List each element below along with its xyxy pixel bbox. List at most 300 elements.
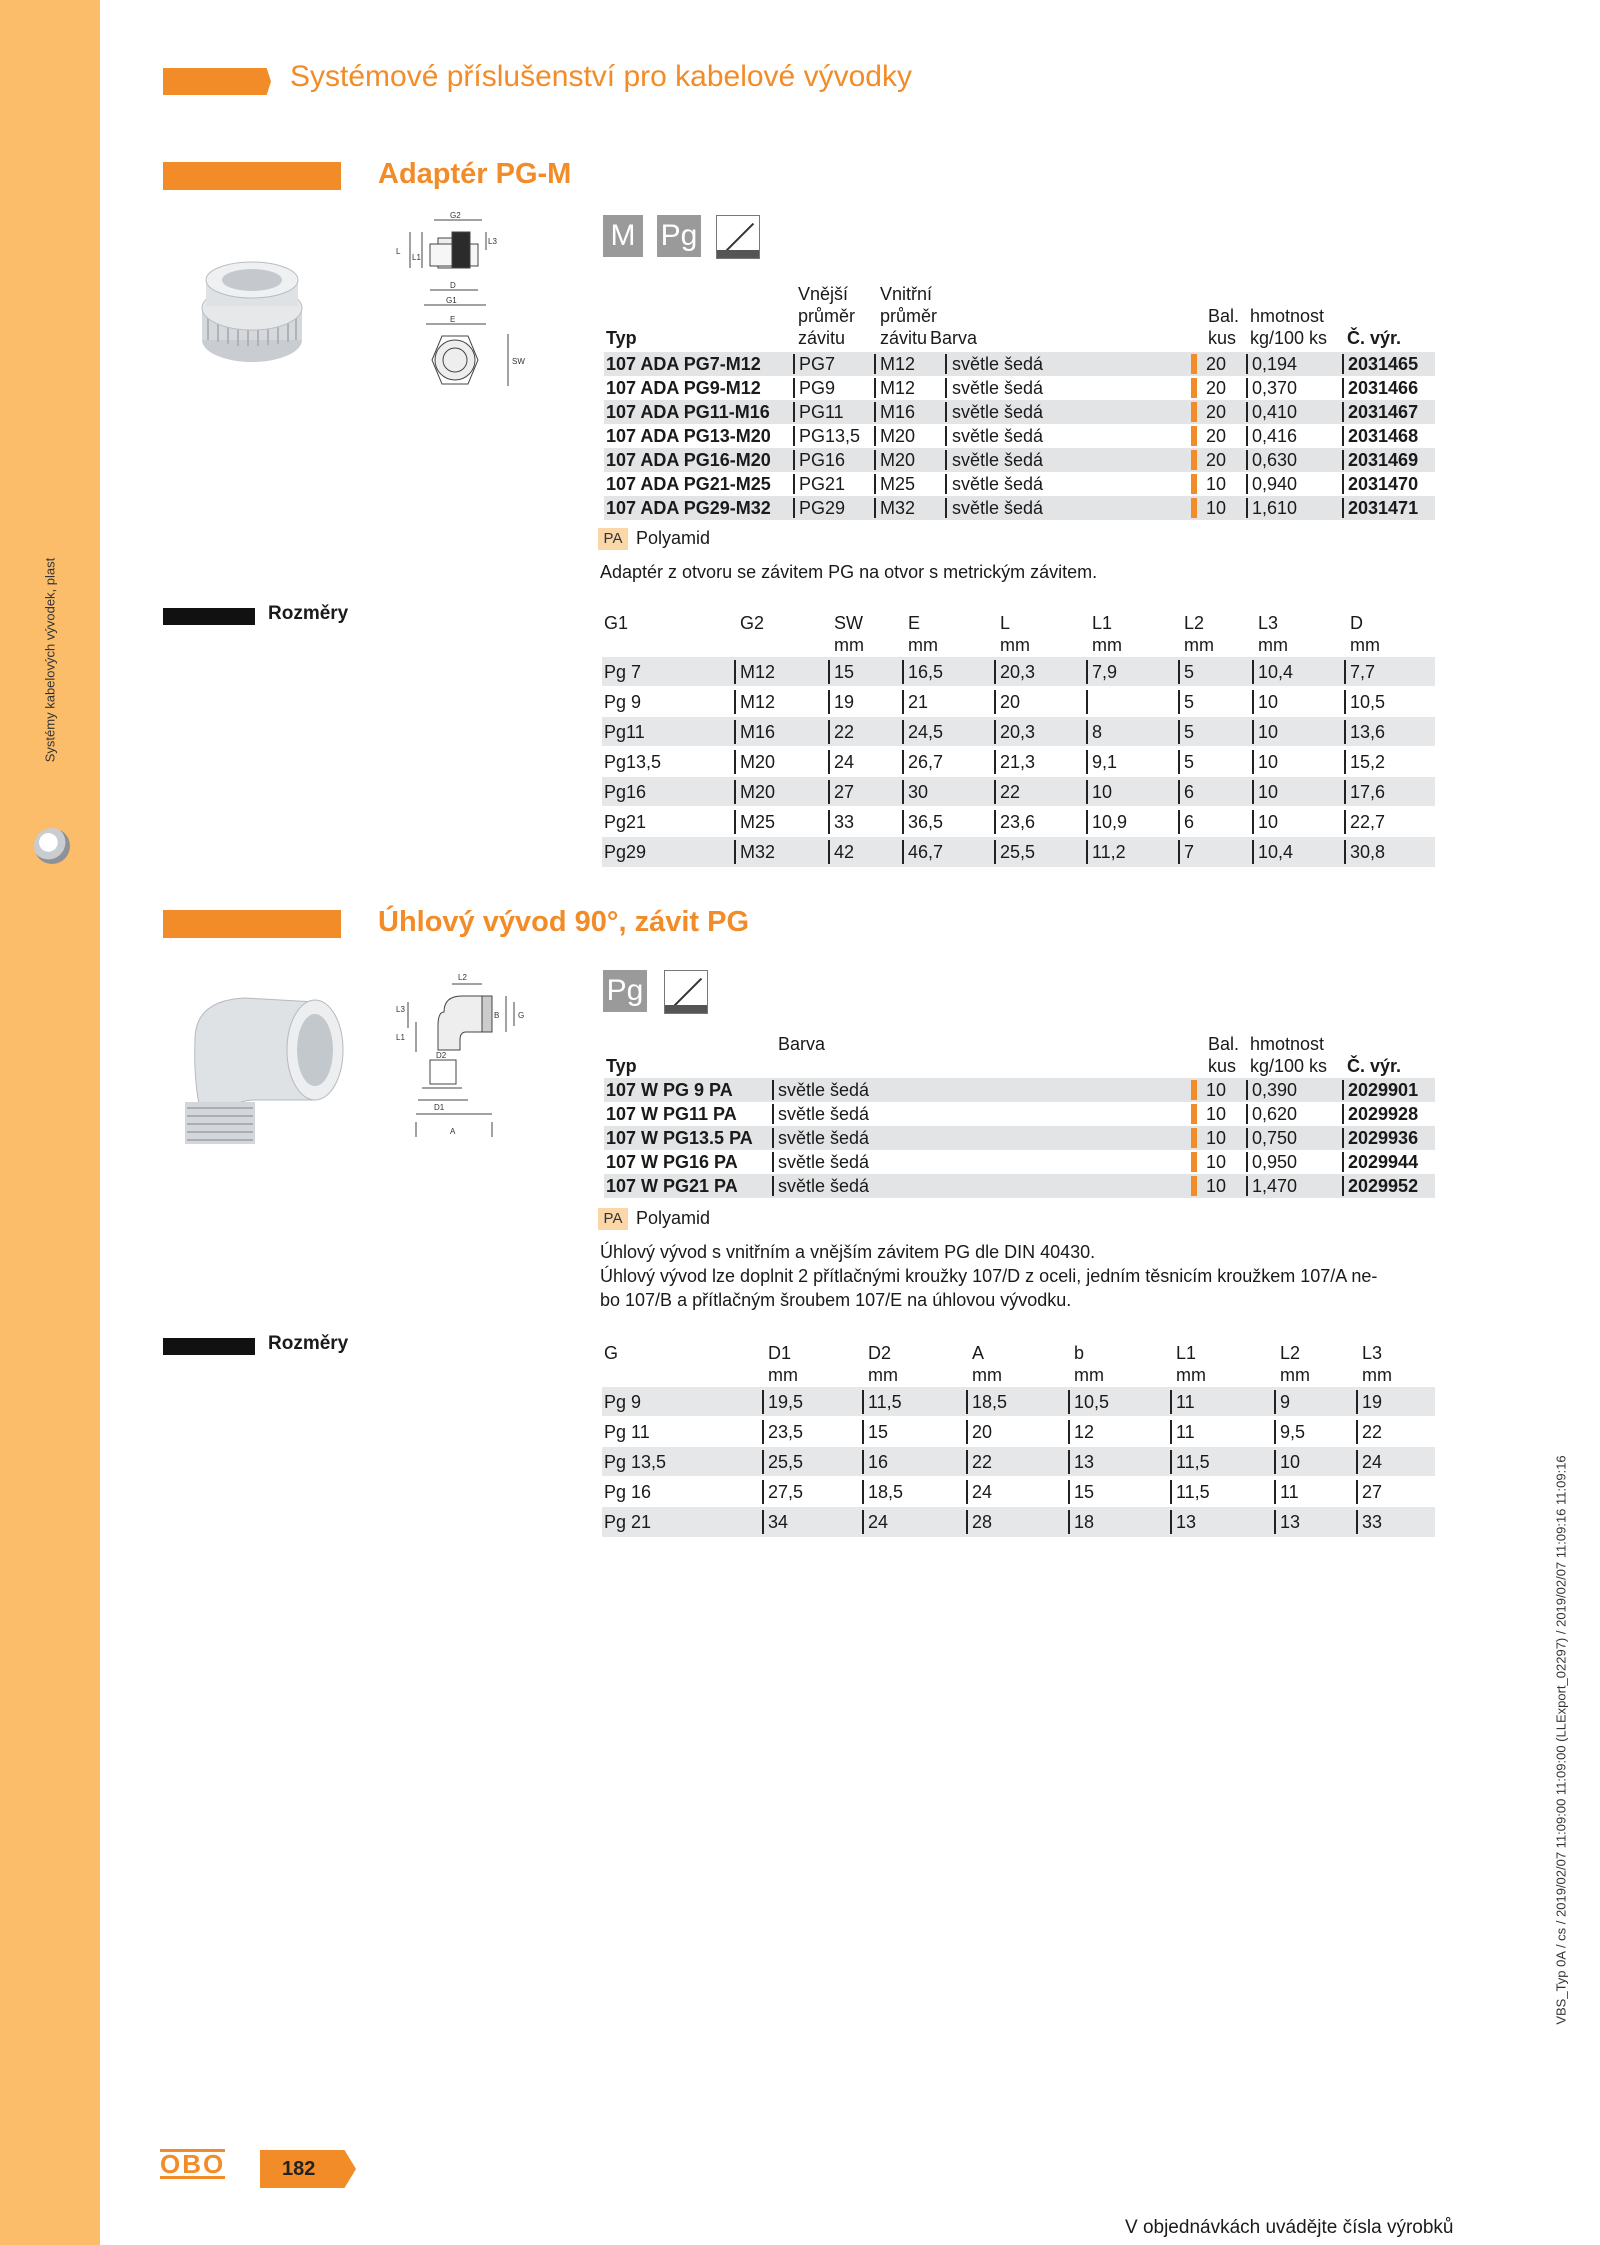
cell-cvyr: 2031467: [1348, 402, 1419, 422]
dims-cell: Pg11: [604, 722, 645, 742]
cell-barva: světle šedá: [952, 354, 1044, 374]
dims-col-name: L2: [1280, 1343, 1301, 1363]
dims-col-head: [1362, 1342, 1392, 1386]
dims-cell: M12: [740, 662, 776, 682]
metric-thread-badge: M: [603, 215, 643, 257]
cell-bal: 10: [1206, 1128, 1227, 1148]
dims-cell: Pg 11: [604, 1422, 650, 1442]
drawing-label-sw: SW: [512, 357, 525, 366]
dims-cell: M16: [740, 722, 776, 742]
dims-cell: 16,5: [908, 662, 944, 682]
col-separator: [1068, 1390, 1070, 1414]
dims-cell: 10,4: [1258, 662, 1294, 682]
col-separator: [966, 1390, 968, 1414]
cell-hmotnost: 0,194: [1252, 354, 1298, 374]
sidebar-vertical-text: Systémy kabelových vývodek, plast: [42, 557, 58, 763]
col-separator: [994, 840, 996, 864]
order-separator: [1191, 450, 1197, 470]
adapter-technical-drawing: [390, 210, 560, 420]
dims-cell: 10: [1258, 722, 1279, 742]
dims-row: [602, 686, 1435, 717]
dims-cell: 23,5: [768, 1422, 804, 1442]
col-head-bal-2: Bal. kus: [1208, 1034, 1240, 1076]
dims-cell: 25,5: [768, 1452, 804, 1472]
col-separator: [1170, 1420, 1172, 1444]
col-separator: [1178, 840, 1180, 864]
col-separator: [994, 720, 996, 744]
section1-title: Adaptér PG-M: [378, 158, 572, 190]
drawing-label-d2: D2: [436, 1051, 447, 1060]
dims-col-name: D1: [768, 1343, 792, 1363]
cell-barva: světle šedá: [952, 498, 1044, 518]
col-separator: [1342, 1080, 1344, 1100]
col-separator: [1170, 1510, 1172, 1534]
dims-col-unit: mm: [1092, 635, 1122, 655]
dims-col-name: G: [604, 1343, 619, 1363]
dims-cell: 5: [1184, 722, 1195, 742]
cell-barva: světle šedá: [952, 426, 1044, 446]
col-separator: [1356, 1510, 1358, 1534]
col-separator: [772, 1080, 774, 1100]
product-row: [604, 400, 1435, 424]
cell-typ: 107 ADA PG11-M16: [606, 402, 770, 422]
col-separator: [734, 750, 736, 774]
cell-bal: 10: [1206, 1104, 1227, 1124]
dims-col-name: L1: [1176, 1343, 1197, 1363]
dims-cell: 9: [1280, 1392, 1291, 1412]
product-row: [604, 424, 1435, 448]
col-separator: [1356, 1480, 1358, 1504]
col-separator: [902, 780, 904, 804]
col-separator: [828, 660, 830, 684]
col-separator: [1178, 720, 1180, 744]
cell-cvyr: 2031469: [1348, 450, 1419, 470]
cell-vnitrni: M12: [880, 378, 916, 398]
col-separator: [862, 1450, 864, 1474]
dims-cell: 24: [972, 1482, 993, 1502]
dims-col-head: [768, 1342, 798, 1386]
col-separator: [1342, 1128, 1344, 1148]
col-separator: [1274, 1390, 1276, 1414]
dims-cell: M20: [740, 752, 776, 772]
page-title: Systémové příslušenství pro kabelové vývodky: [290, 60, 912, 93]
drawing-label-l: L: [396, 247, 401, 256]
col-separator: [1252, 840, 1254, 864]
dims-cell: 22: [1000, 782, 1021, 802]
col-separator: [862, 1420, 864, 1444]
dims-label-1: Rozměry: [268, 603, 349, 624]
col-separator: [994, 660, 996, 684]
col-separator: [1356, 1450, 1358, 1474]
cell-typ: 107 W PG13.5 PA: [606, 1128, 753, 1148]
drawing-label-g1: G1: [446, 296, 457, 305]
col-head-typ-2: Typ: [606, 1056, 637, 1076]
dims-row: [602, 836, 1435, 867]
dims-col-head: [834, 612, 864, 656]
col-separator: [1170, 1480, 1172, 1504]
obo-logo: OBO: [160, 2149, 226, 2179]
col-head-barva-2: Barva: [778, 1034, 826, 1054]
col-separator: [734, 720, 736, 744]
cell-vnejsi: PG21: [799, 474, 846, 494]
col-separator: [945, 498, 947, 518]
dims-cell: 20: [1000, 692, 1021, 712]
order-separator: [1191, 498, 1197, 518]
col-separator: [1246, 402, 1248, 422]
dims-col-unit: mm: [1350, 635, 1380, 655]
dims-cell: 13: [1280, 1512, 1301, 1532]
col-separator: [1344, 690, 1346, 714]
dims-cell: 17,6: [1350, 782, 1386, 802]
col-separator: [966, 1420, 968, 1444]
col-separator: [1342, 354, 1344, 374]
dims-cell: 20: [972, 1422, 993, 1442]
col-separator: [1246, 450, 1248, 470]
cell-hmotnost: 1,610: [1252, 498, 1298, 518]
col-separator: [1246, 1128, 1248, 1148]
col-separator: [945, 474, 947, 494]
dims-row: [602, 1446, 1435, 1477]
col-separator: [874, 474, 876, 494]
dims-col-unit: mm: [1280, 1365, 1310, 1385]
section1-accent-bar: [163, 162, 341, 190]
dims-cell: 12: [1074, 1422, 1095, 1442]
dims-cell: 7,7: [1350, 662, 1376, 682]
dims-col-name: A: [972, 1343, 985, 1363]
dims-row: [602, 746, 1435, 777]
dims-cell: 19,5: [768, 1392, 804, 1412]
col-separator: [1342, 402, 1344, 422]
drawing-label-g2: G2: [450, 211, 461, 220]
dims-col-head: [1350, 612, 1380, 656]
cell-vnejsi: PG13,5: [799, 426, 861, 446]
dims-cell: 34: [768, 1512, 789, 1532]
dims-row: [602, 716, 1435, 747]
cell-typ: 107 ADA PG9-M12: [606, 378, 761, 398]
col-separator: [734, 780, 736, 804]
dims-col-head: [1176, 1342, 1206, 1386]
dims-cell: 27: [1362, 1482, 1383, 1502]
col-separator: [966, 1510, 968, 1534]
col-separator: [874, 498, 876, 518]
cell-barva: světle šedá: [778, 1080, 870, 1100]
dims-cell: Pg13,5: [604, 752, 662, 772]
col-separator: [828, 840, 830, 864]
col-separator: [1246, 426, 1248, 446]
dims-col-head: [1184, 612, 1214, 656]
drawing-label-a: A: [450, 1127, 456, 1136]
col-separator: [1252, 780, 1254, 804]
dims-cell: 24: [868, 1512, 889, 1532]
cell-typ: 107 W PG 9 PA: [606, 1080, 733, 1100]
dims-col-head: [868, 1342, 898, 1386]
dims-cell: 23,6: [1000, 812, 1036, 832]
col-separator: [1356, 1390, 1358, 1414]
dims-col-head: [1092, 612, 1122, 656]
col-separator: [772, 1104, 774, 1124]
dims-col-head: [604, 612, 628, 634]
dims-cell: 5: [1184, 752, 1195, 772]
order-separator: [1191, 354, 1197, 374]
order-separator: [1191, 1104, 1197, 1124]
cell-bal: 20: [1206, 402, 1227, 422]
col-separator: [862, 1390, 864, 1414]
col-separator: [1252, 690, 1254, 714]
dims-col-name: E: [908, 613, 921, 633]
material-text-2: Polyamid: [636, 1208, 711, 1228]
drawing-label-l1-l2: L1: [412, 253, 421, 262]
col-separator: [945, 378, 947, 398]
col-separator: [1252, 720, 1254, 744]
col-separator: [1086, 810, 1088, 834]
cell-bal: 20: [1206, 450, 1227, 470]
dims-col-name: L: [1000, 613, 1011, 633]
cell-typ: 107 ADA PG7-M12: [606, 354, 761, 374]
drawing-label-l1: L1: [396, 1033, 405, 1042]
product-row: [604, 448, 1435, 472]
col-separator: [902, 660, 904, 684]
dims-cell: 36,5: [908, 812, 944, 832]
col-separator: [762, 1450, 764, 1474]
order-separator: [1191, 1152, 1197, 1172]
dims-col-unit: mm: [972, 1365, 1002, 1385]
cell-hmotnost: 0,750: [1252, 1128, 1298, 1148]
dims-cell: Pg21: [604, 812, 647, 832]
dims-col-unit: mm: [868, 1365, 898, 1385]
col-separator: [828, 690, 830, 714]
dims-cell: 15,2: [1350, 752, 1386, 772]
col-separator: [1068, 1510, 1070, 1534]
dims-cell: 24: [1362, 1452, 1383, 1472]
col-separator: [1068, 1420, 1070, 1444]
dims-cell: 22: [834, 722, 855, 742]
dims-cell: 22,7: [1350, 812, 1386, 832]
cell-bal: 10: [1206, 1152, 1227, 1172]
col-separator: [1068, 1450, 1070, 1474]
dims-cell: 46,7: [908, 842, 944, 862]
col-separator: [874, 426, 876, 446]
cell-cvyr: 2031465: [1348, 354, 1419, 374]
cell-vnejsi: PG16: [799, 450, 846, 470]
cell-barva: světle šedá: [778, 1128, 870, 1148]
col-separator: [945, 426, 947, 446]
col-separator: [874, 378, 876, 398]
dims-cell: M32: [740, 842, 776, 862]
col-separator: [1252, 810, 1254, 834]
col-separator: [1344, 660, 1346, 684]
elbow-product-photo: [165, 980, 355, 1150]
dims-cell: 28: [972, 1512, 993, 1532]
dims-cell: Pg 13,5: [604, 1452, 667, 1472]
col-separator: [1178, 660, 1180, 684]
cell-hmotnost: 0,620: [1252, 1104, 1298, 1124]
dims-col-name: L2: [1184, 613, 1205, 633]
cell-cvyr: 2031466: [1348, 378, 1419, 398]
col-head-barva: Barva: [930, 328, 978, 348]
col-separator: [945, 354, 947, 374]
dims-col-name: G2: [740, 613, 765, 633]
cell-hmotnost: 0,390: [1252, 1080, 1298, 1100]
col-separator: [1342, 474, 1344, 494]
product-row: [604, 1078, 1435, 1102]
cell-vnejsi: PG7: [799, 354, 836, 374]
order-separator: [1191, 474, 1197, 494]
dims-cell: 22: [1362, 1422, 1383, 1442]
dims-col-name: D: [1350, 613, 1363, 633]
dims-cell: 11,5: [868, 1392, 902, 1412]
dims-cell: Pg 21: [604, 1512, 652, 1532]
order-separator: [1191, 426, 1197, 446]
col-separator: [1170, 1390, 1172, 1414]
dims-cell: 15: [1074, 1482, 1095, 1502]
dims-cell: 6: [1184, 812, 1195, 832]
col-separator: [793, 354, 795, 374]
cell-bal: 10: [1206, 498, 1227, 518]
dims-cell: 18,5: [868, 1482, 904, 1502]
product-row: [604, 1150, 1435, 1174]
drawing-label-b: B: [494, 1011, 500, 1020]
dims-col-unit: mm: [1074, 1365, 1104, 1385]
cell-cvyr: 2031471: [1348, 498, 1419, 518]
col-separator: [1344, 840, 1346, 864]
header-accent-bar: [163, 68, 271, 95]
col-separator: [1344, 750, 1346, 774]
col-separator: [1246, 498, 1248, 518]
cell-vnitrni: M12: [880, 354, 916, 374]
order-separator: [1191, 1176, 1197, 1196]
col-separator: [1246, 1104, 1248, 1124]
order-separator: [1191, 402, 1197, 422]
cell-typ: 107 W PG16 PA: [606, 1152, 738, 1172]
dims-cell: 10: [1258, 782, 1279, 802]
dims-cell: 15: [834, 662, 855, 682]
col-separator: [828, 810, 830, 834]
col-separator: [1178, 810, 1180, 834]
col-separator: [966, 1480, 968, 1504]
col-separator: [1246, 474, 1248, 494]
adapter-product-photo: [188, 258, 316, 372]
cell-barva: světle šedá: [778, 1176, 870, 1196]
col-separator: [1170, 1450, 1172, 1474]
dims-cell: M12: [740, 692, 776, 712]
cell-cvyr: 2031468: [1348, 426, 1419, 446]
cell-vnejsi: PG29: [799, 498, 846, 518]
halogen-free-icon-2: [664, 970, 708, 1014]
cell-bal: 20: [1206, 378, 1227, 398]
dims-col-name: SW: [834, 613, 863, 633]
dims-cell: 25,5: [1000, 842, 1036, 862]
col-separator: [1274, 1420, 1276, 1444]
cell-vnitrni: M20: [880, 426, 916, 446]
dims-cell: 10: [1092, 782, 1113, 802]
dims-cell: 30,8: [1350, 842, 1386, 862]
dims-col-unit: mm: [768, 1365, 798, 1385]
cell-hmotnost: 0,630: [1252, 450, 1298, 470]
col-head-vnejsi: Vnější průměr závitu: [798, 284, 856, 348]
product-row: [604, 472, 1435, 496]
col-separator: [1068, 1480, 1070, 1504]
col-separator: [793, 426, 795, 446]
dims-cell: 30: [908, 782, 929, 802]
dims-label-2: Rozměry: [268, 1333, 349, 1354]
drawing-label-l2: L2: [458, 973, 467, 982]
drawing-label-d: D: [450, 281, 456, 290]
dims-row: [602, 1416, 1435, 1447]
dims-cell: 15: [868, 1422, 889, 1442]
dims-cell: 21: [908, 692, 929, 712]
col-separator: [1086, 660, 1088, 684]
cell-barva: světle šedá: [952, 402, 1044, 422]
product-row: [604, 1174, 1435, 1198]
col-separator: [902, 810, 904, 834]
col-separator: [762, 1480, 764, 1504]
col-separator: [1344, 810, 1346, 834]
dims-cell: 42: [834, 842, 855, 862]
pg-thread-badge-2: Pg: [603, 970, 647, 1012]
cell-typ: 107 W PG11 PA: [606, 1104, 737, 1124]
col-separator: [828, 780, 830, 804]
dims-col-name: L3: [1362, 1343, 1383, 1363]
col-separator: [1252, 660, 1254, 684]
cell-typ: 107 ADA PG21-M25: [606, 474, 771, 494]
col-separator: [862, 1510, 864, 1534]
dims-cell: 18: [1074, 1512, 1095, 1532]
cell-bal: 10: [1206, 1080, 1227, 1100]
dims-cell: 6: [1184, 782, 1195, 802]
halogen-free-icon: [716, 215, 760, 259]
col-separator: [1274, 1510, 1276, 1534]
dims-col-head: [1258, 612, 1288, 656]
dims-cell: 26,7: [908, 752, 944, 772]
dims-col-unit: mm: [1000, 635, 1030, 655]
col-separator: [1178, 690, 1180, 714]
dims-col-head: [1074, 1342, 1104, 1386]
col-separator: [1342, 498, 1344, 518]
section2-description: Úhlový vývod s vnitřním a vnějším závitem PG dle DIN 40430. Úhlový vývod lze doplnit 2 přítlačnými kroužky 107/D z oceli, jedním těsnicím kroužkem 107/A ne- bo 107/B a přítlačným šroubem 107/E na úhlovou vývodku.: [600, 1242, 1378, 1310]
dims-col-head: [740, 612, 764, 634]
dims-col-head: [908, 612, 938, 656]
dims-cell: 9,5: [1280, 1422, 1306, 1442]
col-separator: [994, 810, 996, 834]
cell-bal: 10: [1206, 1176, 1227, 1196]
dims-col-unit: mm: [834, 635, 864, 655]
cell-hmotnost: 0,410: [1252, 402, 1298, 422]
material-tag-2: PA: [598, 1208, 628, 1230]
dims-cell: 10: [1258, 812, 1279, 832]
col-separator: [734, 690, 736, 714]
order-separator: [1191, 1080, 1197, 1100]
col-separator: [1342, 1176, 1344, 1196]
col-separator: [902, 840, 904, 864]
elbow-technical-drawing: [390, 962, 560, 1172]
cell-typ: 107 ADA PG13-M20: [606, 426, 771, 446]
col-separator: [1246, 1080, 1248, 1100]
col-separator: [874, 354, 876, 374]
dims-cell: 7: [1184, 842, 1195, 862]
cell-hmotnost: 0,416: [1252, 426, 1298, 446]
dims-col-name: L1: [1092, 613, 1113, 633]
dims-cell: 21,3: [1000, 752, 1036, 772]
dims-cell: 24: [834, 752, 855, 772]
dims-col-name: b: [1074, 1343, 1085, 1363]
col-separator: [994, 750, 996, 774]
col-head-hmotnost: hmotnost kg/100 ks: [1250, 306, 1328, 348]
product-row: [604, 352, 1435, 376]
cell-bal: 20: [1206, 426, 1227, 446]
dims-cell: Pg 7: [604, 662, 642, 682]
dims-cell: 16: [868, 1452, 889, 1472]
cell-barva: světle šedá: [952, 378, 1044, 398]
